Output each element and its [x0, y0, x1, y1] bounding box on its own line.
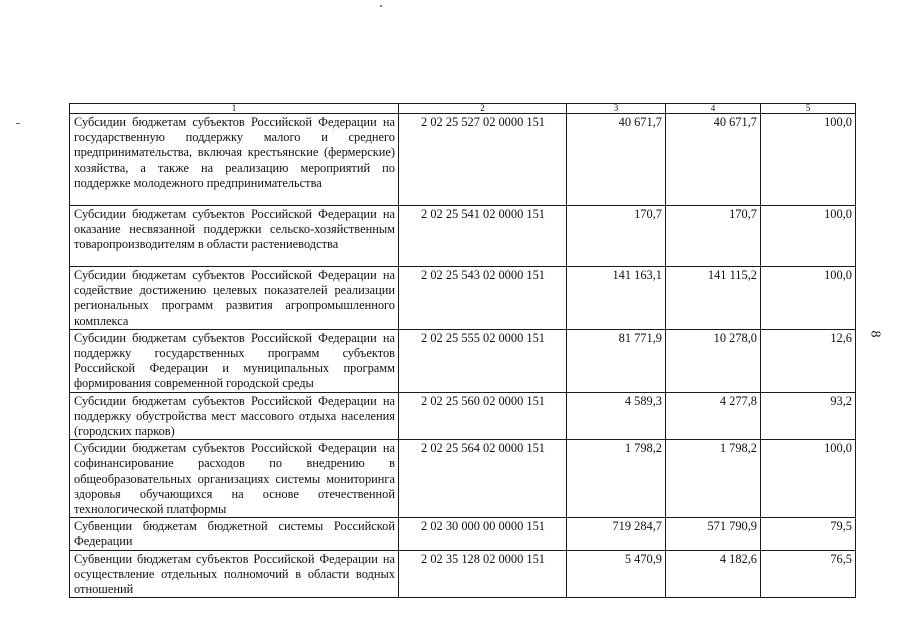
actual-amount: 40 671,7	[666, 114, 761, 206]
row-description: Субвенции бюджетам бюджетной системы Российской Федерации	[70, 518, 399, 550]
planned-amount: 719 284,7	[567, 518, 666, 550]
column-number: 2	[399, 104, 567, 114]
column-number: 5	[761, 104, 856, 114]
budget-code: 2 02 25 564 02 0000 151	[399, 440, 567, 518]
table-row	[70, 329, 856, 392]
table-row	[70, 392, 856, 440]
row-description: Субсидии бюджетам субъектов Российской Федерации на софинансирование расходов по внедрению в общеобразовательных организациях системы мониторинга здоровья обучающихся на основе отечественной технологической платформы	[70, 440, 399, 518]
budget-code: 2 02 35 128 02 0000 151	[399, 550, 567, 598]
planned-amount: 40 671,7	[567, 114, 666, 206]
actual-amount: 10 278,0	[666, 329, 761, 392]
execution-percent: 79,5	[761, 518, 856, 550]
planned-amount: 81 771,9	[567, 329, 666, 392]
column-number-row	[70, 104, 856, 114]
column-number: 1	[70, 104, 399, 114]
execution-percent: 12,6	[761, 329, 856, 392]
table-row	[70, 114, 856, 206]
execution-percent: 76,5	[761, 550, 856, 598]
budget-code: 2 02 30 000 00 0000 151	[399, 518, 567, 550]
row-description: Субсидии бюджетам субъектов Российской Федерации на поддержку обустройства мест массового отдыха населения (городских парков)	[70, 392, 399, 440]
row-description: Субвенции бюджетам субъектов Российской Федерации на осуществление отдельных полномочий в области водных отношений	[70, 550, 399, 598]
actual-amount: 4 182,6	[666, 550, 761, 598]
execution-percent: 100,0	[761, 206, 856, 267]
row-description: Субсидии бюджетам субъектов Российской Федерации на государственную поддержку малого и среднего предпринимательства, включая крестьянские (фермерские) хозяйства, а также на реализацию мероприятий по поддержке молодежного предпринимательства	[70, 114, 399, 206]
actual-amount: 1 798,2	[666, 440, 761, 518]
actual-amount: 571 790,9	[666, 518, 761, 550]
scan-speck	[380, 5, 382, 7]
table-row	[70, 206, 856, 267]
column-number: 3	[567, 104, 666, 114]
row-description: Субсидии бюджетам субъектов Российской Федерации на оказание несвязанной поддержки сельско-хозяйственным товаропроизводителям в области растениеводства	[70, 206, 399, 267]
planned-amount: 1 798,2	[567, 440, 666, 518]
page-number: 8	[867, 330, 883, 338]
budget-code: 2 02 25 560 02 0000 151	[399, 392, 567, 440]
planned-amount: 170,7	[567, 206, 666, 267]
budget-code: 2 02 25 527 02 0000 151	[399, 114, 567, 206]
row-description: Субсидии бюджетам субъектов Российской Федерации на поддержку государственных программ субъектов Российской Федерации и муниципальных программ формирования современной городской среды	[70, 329, 399, 392]
row-description: Субсидии бюджетам субъектов Российской Федерации на содействие достижению целевых показателей реализации региональных программ развития агропромышленного комплекса	[70, 267, 399, 330]
table-row	[70, 518, 856, 550]
budget-code: 2 02 25 555 02 0000 151	[399, 329, 567, 392]
column-number: 4	[666, 104, 761, 114]
table-row	[70, 440, 856, 518]
table-row	[70, 550, 856, 598]
planned-amount: 5 470,9	[567, 550, 666, 598]
actual-amount: 170,7	[666, 206, 761, 267]
scan-speck	[16, 123, 20, 124]
planned-amount: 141 163,1	[567, 267, 666, 330]
budget-code: 2 02 25 543 02 0000 151	[399, 267, 567, 330]
planned-amount: 4 589,3	[567, 392, 666, 440]
budget-table	[69, 103, 856, 598]
table-row	[70, 267, 856, 330]
execution-percent: 93,2	[761, 392, 856, 440]
execution-percent: 100,0	[761, 440, 856, 518]
actual-amount: 141 115,2	[666, 267, 761, 330]
execution-percent: 100,0	[761, 114, 856, 206]
budget-code: 2 02 25 541 02 0000 151	[399, 206, 567, 267]
actual-amount: 4 277,8	[666, 392, 761, 440]
execution-percent: 100,0	[761, 267, 856, 330]
